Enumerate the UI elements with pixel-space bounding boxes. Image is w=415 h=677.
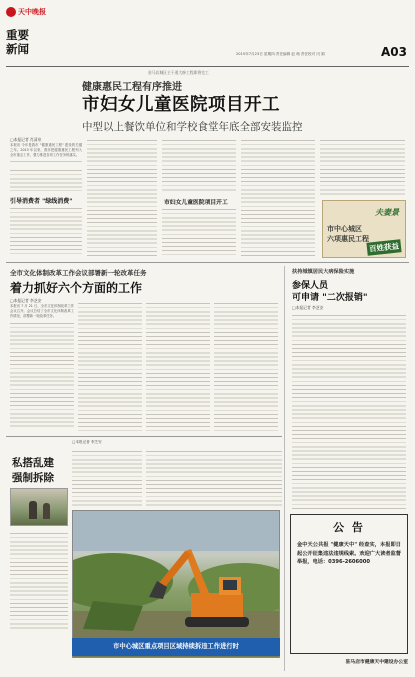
lead-pre-title: 健康惠民工程有序推进 <box>82 82 182 93</box>
culture-col4 <box>214 300 278 432</box>
excavator-photo <box>72 510 280 658</box>
logo-text: 天中晚报 <box>18 8 46 16</box>
lead-col3-lines <box>162 137 236 193</box>
demolition-right-text <box>146 448 282 508</box>
culture-col3 <box>146 300 210 432</box>
promo-tag: 百姓获益 <box>366 239 401 255</box>
notice-box <box>290 514 408 654</box>
demolition-top-text <box>72 448 142 508</box>
promo-label: 夫妻景 <box>375 208 399 217</box>
culture-byline: □本报记者 李芝安 <box>10 298 42 303</box>
logo-icon <box>6 7 16 17</box>
demolition-left-text <box>10 530 68 630</box>
notice-footer: 驻马店市健康天中建设办公室 <box>345 660 408 665</box>
lead-col5-lines <box>320 137 405 197</box>
promo-title-2: 六项惠民工程 <box>327 235 369 243</box>
culture-body-text: 本报讯 7 月 21 日，全市文化体制改革工作会议召开。会议总结了全市文化体制改革工作情况，部署新一轮改革任务。 <box>10 304 74 319</box>
demolition-title-1: 私搭乱建 <box>12 457 54 469</box>
promo-title-1: 市中心城区 <box>327 225 362 233</box>
demolition-byline: □本报记者 李芝安 <box>72 440 102 444</box>
insurance-title-2: 可申请 "二次报销" <box>292 293 368 303</box>
notice-body: 金中天公共报 "健康天中" 经查实，本报即日起公开征集违法违规线索。欢迎广大读者监督举报，电话：0396-2606000 <box>297 542 401 566</box>
column-divider <box>284 266 285 671</box>
lead-subtitle: 中型以上餐饮单位和学校食堂年底全部安装监控 <box>82 121 303 133</box>
lead-kicker: 驻马店城区主干道大修工程即将完工 <box>148 70 209 75</box>
insurance-title-1: 参保人员 <box>292 281 329 291</box>
page-number: A03 <box>381 45 407 59</box>
notice-title: 公 告 <box>333 521 365 534</box>
insurance-byline: □本报记者 李芝安 <box>292 305 324 310</box>
lead-subhead-2: 市妇女儿童医院项目开工 <box>164 200 228 206</box>
inset-photo <box>10 488 68 526</box>
masthead-rule <box>6 66 409 67</box>
date-line: 2015年7月23日 星期四 责任编辑 赵 萌 责任校对 闫 娟 <box>236 52 325 56</box>
masthead-logo <box>6 6 50 18</box>
lead-byline: □本报记者 肖清泉 <box>10 137 42 142</box>
demolition-title-2: 强制拆除 <box>12 472 54 484</box>
lead-body-col1 <box>10 143 82 191</box>
lead-col2-lines <box>87 137 157 257</box>
excavator-illustration <box>73 511 280 658</box>
culture-col2 <box>78 300 142 432</box>
culture-pre-title: 全市文化体制改革工作会议部署新一轮改革任务 <box>10 269 147 277</box>
section-divider-2 <box>6 436 282 437</box>
lead-subhead-1: 引导消费者 "绿线消费" <box>10 198 73 205</box>
lead-col3-lines-b <box>162 206 236 257</box>
culture-col1 <box>10 304 74 432</box>
photo-caption: 市中心城区重点项目区域持续拆违工作进行时 <box>72 638 280 656</box>
lead-col1-lines <box>10 205 82 257</box>
promo-box <box>322 200 406 258</box>
lead-body-text: 本报讯 今年是我市 "健康惠民工程" 建设的关键之年。2015 年以来，我市把健康惠民工程列入全市重点工作，强力推进各项工作任务的落实。 <box>10 143 82 158</box>
lead-title: 市妇女儿童医院项目开工 <box>82 95 280 115</box>
insurance-pre-title: 扶持城镇居民大病保险实施 <box>292 269 355 275</box>
insurance-body <box>292 312 406 512</box>
culture-title: 着力抓好六个方面的工作 <box>10 281 143 295</box>
section-divider-1 <box>6 262 409 263</box>
section-title: 重要新闻 <box>6 28 29 56</box>
lead-col4-lines <box>241 137 315 257</box>
